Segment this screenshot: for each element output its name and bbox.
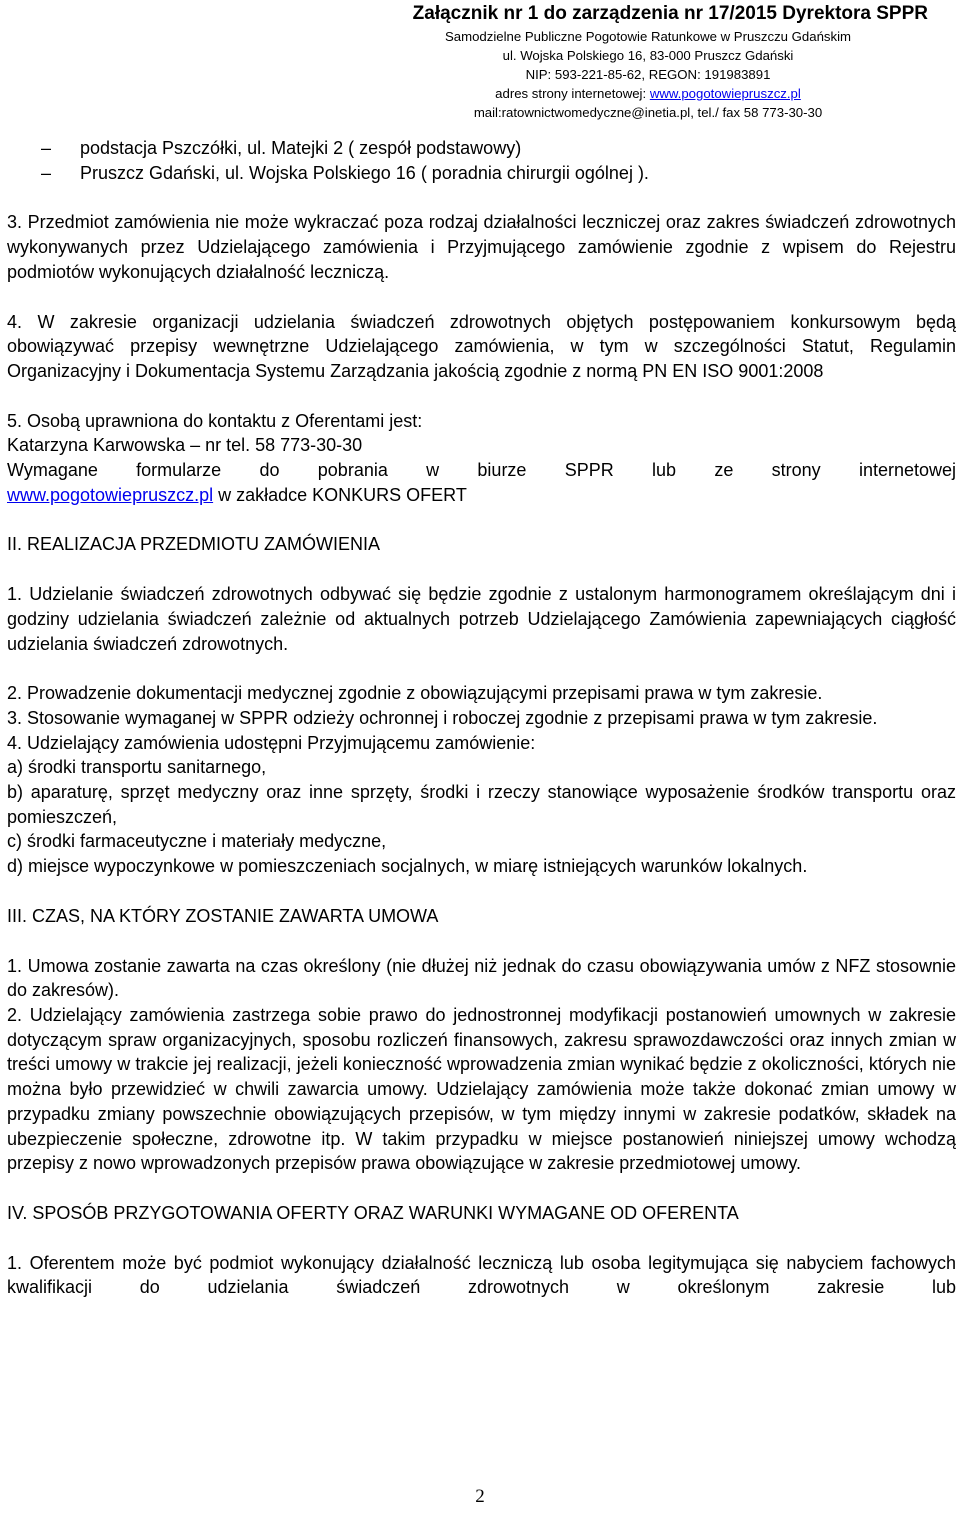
paragraph-4: 4. W zakresie organizacji udzielania świadczeń zdrowotnych objętych postępowaniem konkursowym będą obowiązywać przepisy wewnętrzne Udzielającego zamówienia, w tym w szczególności Statut, Regulamin Organizacyjny i Dokumentacja Systemu Zarządzania jakością zgodnie z normą PN EN ISO 9001:2008 [7,311,956,381]
document-body [7,136,956,1300]
org-ids: NIP: 593-221-85-62, REGON: 191983891 [525,67,771,82]
list-item [7,161,956,186]
list-item [7,136,956,161]
forms-link-line [7,483,956,508]
section-4-point-1: 1. Oferentem może być podmiot wykonujący działalność leczniczą lub osoba legitymująca się nabyciem fachowych kwalifikacji do udzielania świadczeń zdrowotnych w określonym zakresie lub [7,1252,956,1298]
section-2-point-1: 1. Udzielanie świadczeń zdrowotnych odbywać się będzie zgodnie z ustalonym harmonogramem określającym dni i godziny udzielania świadczeń zależnie od aktualnych potrzeb Udzielającego Zamówienia zapewniających ciągłość udzielania świadczeń zdrowotnych. [7,584,956,654]
page-header [368,0,928,122]
section-4-heading: IV. SPOSÓB PRZYGOTOWANIA OFERTY ORAZ WARUNKI WYMAGANE OD OFERENTA [7,1202,739,1223]
org-address: ul. Wojska Polskiego 16, 83-000 Pruszcz Gdański [502,48,794,63]
dash-bullet-icon: – [41,138,52,158]
section-2-point-4: 4. Udzielający zamówienia udostępni Przyjmującemu zamówienie: [7,732,536,753]
org-mail: mail:ratownictwomedyczne@inetia.pl, tel./ fax 58 773-30-30 [473,105,823,120]
section-3-point-1: 1. Umowa zostanie zawarta na czas określony (nie dłużej niż jednak do czasu obowiązywania umów z NFZ stosownie do zakresów). [7,955,956,1001]
org-name: Samodzielne Publiczne Pogotowie Ratunkowe w Pruszczu Gdańskim [444,29,852,44]
list-item-text: Pruszcz Gdański, ul. Wojska Polskiego 16 ( poradnia chirurgii ogólnej ). [80,162,649,183]
header-website-link[interactable]: www.pogotowiepruszcz.pl [649,86,801,101]
forms-link-suffix: w zakładce KONKURS OFERT [213,484,467,505]
list-item-text: podstacja Pszczółki, ul. Matejki 2 ( zespół podstawowy) [80,138,522,158]
website-link[interactable]: www.pogotowiepruszcz.pl [7,484,214,505]
section-2-point-4d: d) miejsce wypoczynkowe w pomieszczeniach socjalnych, w miarę istniejących warunków lokalnych. [7,856,808,877]
section-2-point-4a: a) środki transportu sanitarnego, [7,757,267,778]
section-3-point-2: 2. Udzielający zamówienia zastrzega sobie prawo do jednostronnej modyfikacji postanowień umownych w zakresie dotyczącym spraw organizacyjnych, sposobu rozliczeń finansowych, zakresu sprawozdawczości oraz innych zmian w treści umowy w trakcie jej realizacji, jeżeli konieczność wprowadzenia zmian wynikać będzie z okoliczności, których nie można było przewidzieć w chwili zawarcia umowy. Udzielający zamówienia może także dokonać zmian umowy w przypadku zmiany powszechnie obowiązujących przepisów, w tym między innymi w zakresie podatków, składek na ubezpieczenie społeczne, zdrowotne itp. W takim przypadku w miejsce postanowień niniejszej umowy wchodzą przepisy z nowo wprowadzonych przepisów prawa obowiązujące w zakresie przedmiotowej umowy. [7,1004,956,1174]
section-2-point-4b: b) aparaturę, sprzęt medyczny oraz inne sprzęty, środki i rzeczy stanowiące wyposażenie środków transportu oraz pomieszczeń, [7,782,956,827]
attachment-title: Załącznik nr 1 do zarządzenia nr 17/2015 Dyrektora SPPR [412,3,928,24]
contact-line: 5. Osobą uprawniona do kontaktu z Oferentami jest: [7,410,423,431]
web-label: adres strony internetowej: [495,86,650,101]
section-2-point-2: 2. Prowadzenie dokumentacji medycznej zgodnie z obowiązującymi przepisami prawa w tym zakresie. [7,683,823,704]
page-number: 2 [475,1486,485,1507]
section-2-heading: II. REALIZACJA PRZEDMIOTU ZAMÓWIENIA [7,534,381,555]
forms-info: Wymagane formularze do pobrania w biurze SPPR lub ze strony internetowej [7,460,956,481]
dash-bullet-icon: – [41,162,52,183]
contact-person: Katarzyna Karwowska – nr tel. 58 773-30-30 [7,435,363,456]
section-2-point-3: 3. Stosowanie wymaganej w SPPR odzieży ochronnej i roboczej zgodnie z przepisami prawa w tym zakresie. [7,707,878,728]
paragraph-3: 3. Przedmiot zamówienia nie może wykraczać poza rodzaj działalności leczniczej oraz zakres świadczeń zdrowotnych wykonywanych przez Udzielającego zamówienia i Przyjmującego zamówienie zgodnie z wpisem do Rejestru podmiotów wykonujących działalność leczniczą. [7,212,956,282]
org-web [368,84,928,103]
section-2-point-4c: c) środki farmaceutyczne i materiały medyczne, [7,831,387,852]
section-3-heading: III. CZAS, NA KTÓRY ZOSTANIE ZAWARTA UMOWA [7,905,439,926]
